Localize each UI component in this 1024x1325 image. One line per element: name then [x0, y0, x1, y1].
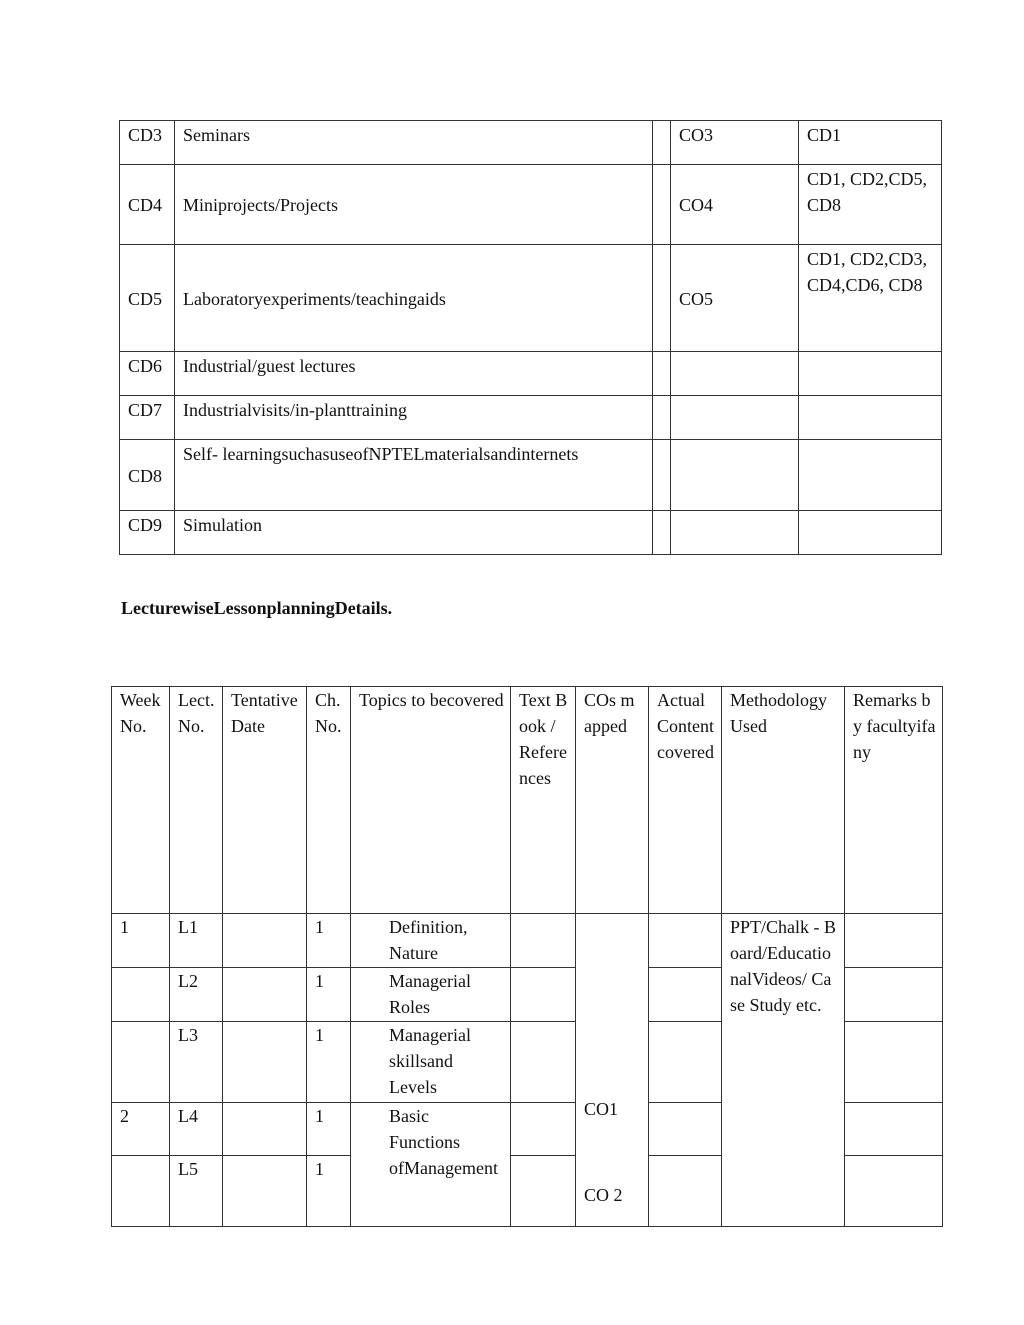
topic: Managerial Roles — [351, 968, 511, 1022]
co-value — [671, 396, 799, 440]
delivery-method: Laboratoryexperiments/teachingaids — [175, 245, 653, 352]
week-no: 1 — [112, 914, 170, 968]
lect-no: L3 — [170, 1022, 223, 1103]
week-no — [112, 1155, 170, 1226]
co-value — [671, 352, 799, 396]
table-row — [112, 914, 943, 968]
table-row — [120, 245, 942, 352]
header-text-book: Text Book / References — [511, 687, 576, 914]
cd-value: CD1 — [799, 121, 942, 165]
table-row — [120, 511, 942, 555]
cd-code: CD3 — [120, 121, 175, 165]
table-row — [120, 121, 942, 165]
delivery-method: Simulation — [175, 511, 653, 555]
cd-code: CD9 — [120, 511, 175, 555]
co-value — [671, 511, 799, 555]
header-cos: COs mapped — [576, 687, 649, 914]
cd-value: CD1, CD2,CD3, CD4,CD6, CD8 — [799, 245, 942, 352]
header-week: Week No. — [112, 687, 170, 914]
week-no — [112, 1022, 170, 1103]
topic: ofManagement — [351, 1155, 511, 1226]
co-value: CO4 — [671, 165, 799, 245]
topic: Basic Functions — [351, 1103, 511, 1156]
table-row — [120, 396, 942, 440]
table-row — [120, 440, 942, 511]
co-value: CO5 — [671, 245, 799, 352]
delivery-method: Seminars — [175, 121, 653, 165]
table-row — [120, 165, 942, 245]
cd-code: CD6 — [120, 352, 175, 396]
ch-no: 1 — [307, 1022, 351, 1103]
delivery-methods-table — [119, 120, 942, 555]
lect-no: L1 — [170, 914, 223, 968]
topic: Definition, Nature — [351, 914, 511, 968]
header-ch: Ch. No. — [307, 687, 351, 914]
delivery-method: Industrialvisits/in-planttraining — [175, 396, 653, 440]
delivery-method: Industrial/guest lectures — [175, 352, 653, 396]
cd-value — [799, 440, 942, 511]
ch-no: 1 — [307, 1103, 351, 1156]
co-value: CO1 — [584, 1098, 619, 1119]
lect-no: L2 — [170, 968, 223, 1022]
cd-value — [799, 396, 942, 440]
header-topics: Topics to becovered — [351, 687, 511, 914]
ch-no: 1 — [307, 1155, 351, 1226]
methodology: PPT/Chalk - Board/EducationalVideos/ Case Study etc. — [722, 914, 845, 1227]
week-no — [112, 968, 170, 1022]
cd-code: CD4 — [120, 165, 175, 245]
co-value — [671, 440, 799, 511]
week-no: 2 — [112, 1103, 170, 1156]
cd-value — [799, 511, 942, 555]
cd-code: CD7 — [120, 396, 175, 440]
lect-no: L4 — [170, 1103, 223, 1156]
cd-code: CD5 — [120, 245, 175, 352]
cd-value: CD1, CD2,CD5, CD8 — [799, 165, 942, 245]
header-lect: Lect. No. — [170, 687, 223, 914]
ch-no: 1 — [307, 968, 351, 1022]
cd-code: CD8 — [120, 440, 175, 511]
cd-value — [799, 352, 942, 396]
header-row — [112, 687, 943, 914]
header-method: Methodology Used — [722, 687, 845, 914]
lesson-planning-table — [111, 686, 943, 1227]
delivery-method: Miniprojects/Projects — [175, 165, 653, 245]
header-remarks: Remarks by facultyifany — [845, 687, 943, 914]
topic: Managerial skillsand Levels — [351, 1022, 511, 1103]
co-value: CO 2 — [584, 1184, 623, 1205]
delivery-method: Self- learningsuchasuseofNPTELmaterialsandinternets — [175, 440, 653, 511]
cos-mapped-cell — [576, 914, 649, 1227]
lect-no: L5 — [170, 1155, 223, 1226]
section-heading: LecturewiseLessonplanningDetails. — [121, 598, 393, 618]
table-row — [120, 352, 942, 396]
co-value: CO3 — [671, 121, 799, 165]
ch-no: 1 — [307, 914, 351, 968]
header-date: Tentative Date — [223, 687, 307, 914]
header-actual: Actual Contentcovered — [649, 687, 722, 914]
